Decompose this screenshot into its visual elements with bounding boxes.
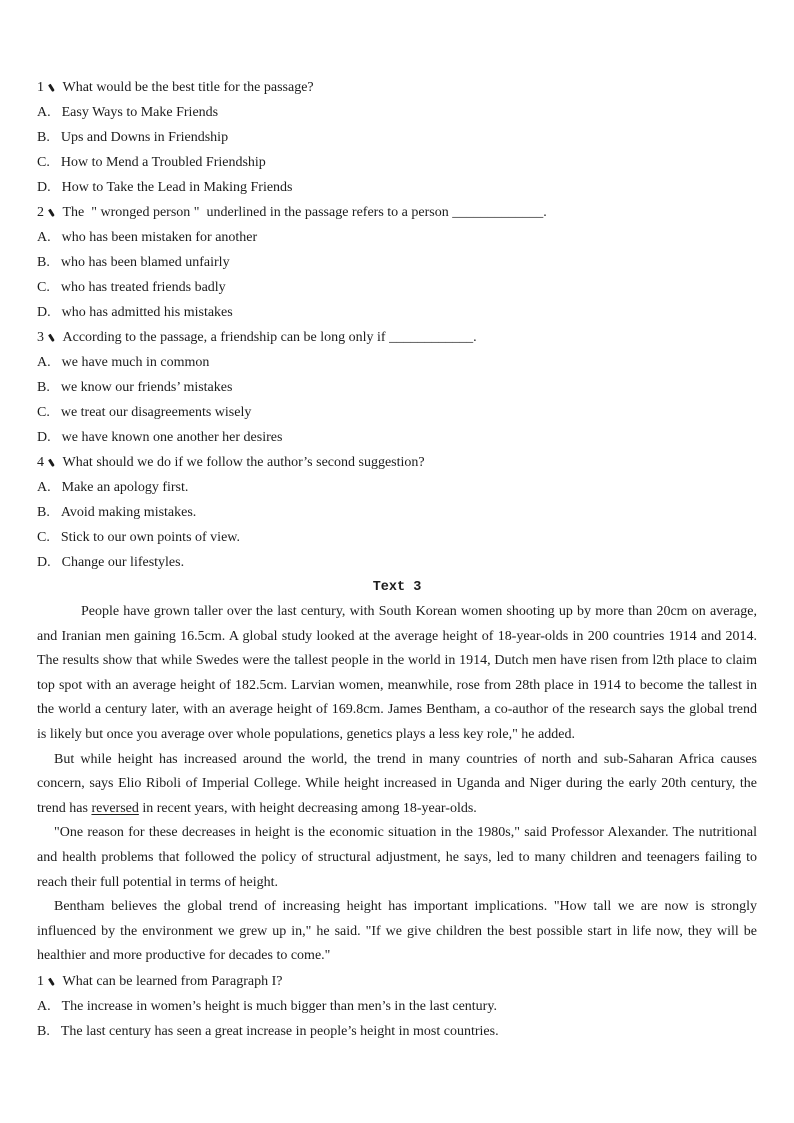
option-letter: B.: [37, 1023, 50, 1039]
option-letter: B.: [37, 130, 50, 145]
option-line: [37, 250, 757, 275]
question-number: 1: [37, 80, 44, 95]
option-text: who has been mistaken for another: [61, 230, 258, 245]
option-line: [37, 475, 757, 500]
ideographic-comma-icon: [48, 978, 54, 986]
question-block-4: [37, 450, 757, 575]
option-line: [37, 100, 757, 125]
option-line: [37, 300, 757, 325]
option-letter: A.: [37, 998, 51, 1014]
option-line: [37, 350, 757, 375]
option-letter: D.: [37, 555, 51, 570]
underlined-word: reversed: [91, 800, 139, 816]
option-line: [37, 525, 757, 550]
question-line: [37, 75, 757, 100]
question-number: 2: [37, 205, 44, 220]
option-letter: C.: [37, 155, 50, 170]
option-letter: A.: [37, 480, 51, 495]
option-line: [37, 275, 757, 300]
question-block-5: [37, 969, 757, 1044]
option-text: Easy Ways to Make Friends: [61, 105, 219, 120]
paragraph-2-text-after: in recent years, with height decreasing among 18-year-olds.: [138, 800, 477, 816]
question-line: [37, 969, 757, 994]
option-text: who has been blamed unfairly: [60, 255, 230, 270]
option-letter: A.: [37, 230, 51, 245]
option-letter: D.: [37, 305, 51, 320]
question-block-1: [37, 75, 757, 200]
option-line: [37, 550, 757, 575]
option-text: How to Take the Lead in Making Friends: [61, 180, 293, 195]
option-letter: C.: [37, 405, 50, 420]
option-line: [37, 375, 757, 400]
option-letter: A.: [37, 105, 51, 120]
question-text: What can be learned from Paragraph I?: [62, 973, 283, 989]
ideographic-comma-icon: [48, 84, 54, 92]
option-letter: C.: [37, 530, 50, 545]
passage-paragraph-1: People have grown taller over the last century, with South Korean women shooting up by more than 20cm on average, and Iranian men gaining 16.5cm. A global study looked at the average height of 18-year-olds in 200 countries 1914 and 2014. The results show that while Swedes were the tallest people in the world in 1914, Dutch men have risen from l2th place to claim top spot with an average height of 182.5cm. Larvian women, meanwhile, rose from 28th place in 1914 to become the tallest in the world a century later, with an average height of 169.8cm. James Bentham, a co-author of the research says the global trend is likely but once you average over whole populations, genetics plays a less key role," he added.: [37, 604, 757, 742]
option-letter: D.: [37, 430, 51, 445]
question-text: According to the passage, a friendship can be long only if ____________.: [62, 330, 477, 345]
option-line: [37, 425, 757, 450]
option-text: who has treated friends badly: [60, 280, 226, 295]
question-line: [37, 325, 757, 350]
option-text: The last century has seen a great increase in people’s height in most countries.: [60, 1023, 499, 1039]
option-text: The increase in women’s height is much bigger than men’s in the last century.: [61, 998, 497, 1014]
option-letter: C.: [37, 280, 50, 295]
paragraph-2-text-before: But while height has increased around the world, the trend in many countries of north and sub-Saharan Africa causes concern, says Elio Riboli of Imperial College. While height increased in Uganda and Niger during the early 20th century, the trend has: [37, 751, 757, 816]
option-text: we know our friends’ mistakes: [60, 380, 233, 395]
option-text: Make an apology first.: [61, 480, 189, 495]
question-block-3: [37, 325, 757, 450]
question-number: 3: [37, 330, 44, 345]
option-letter: D.: [37, 180, 51, 195]
passage-paragraph-4: Bentham believes the global trend of increasing height has important implications. "How tall we are now is strongly influenced by the environment we grew up in," he said. "If we give children the best possible start in life now, they will be healthier and more productive for decades to come.": [37, 899, 757, 964]
question-block-2: [37, 200, 757, 325]
option-text: Stick to our own points of view.: [60, 530, 240, 545]
reading-passage: [37, 575, 757, 969]
option-letter: B.: [37, 505, 50, 520]
question-text: The " wronged person " underlined in the passage refers to a person _____________.: [62, 205, 547, 220]
question-number: 4: [37, 455, 44, 470]
option-line: [37, 500, 757, 525]
option-text: we have known one another her desires: [61, 430, 283, 445]
option-line: [37, 150, 757, 175]
option-letter: B.: [37, 255, 50, 270]
question-line: [37, 450, 757, 475]
option-line: [37, 1019, 757, 1044]
passage-title: Text 3: [372, 580, 422, 595]
passage-paragraph-3: "One reason for these decreases in height is the economic situation in the 1980s," said Professor Alexander. The nutritional and health problems that followed the policy of structural adjustment, he says, led to many children and teenagers failing to reach their full potential in terms of height.: [37, 825, 757, 890]
ideographic-comma-icon: [48, 209, 54, 217]
option-text: Avoid making mistakes.: [60, 505, 197, 520]
option-text: Ups and Downs in Friendship: [60, 130, 229, 145]
option-line: [37, 400, 757, 425]
option-text: we treat our disagreements wisely: [60, 405, 252, 420]
question-text: What should we do if we follow the author’s second suggestion?: [62, 455, 425, 470]
question-text: What would be the best title for the passage?: [62, 80, 314, 95]
option-text: Change our lifestyles.: [61, 555, 185, 570]
option-line: [37, 125, 757, 150]
option-letter: A.: [37, 355, 51, 370]
option-line: [37, 994, 757, 1019]
option-text: who has admitted his mistakes: [61, 305, 233, 320]
option-letter: B.: [37, 380, 50, 395]
passage-paragraph-2: [37, 748, 757, 822]
option-text: we have much in common: [61, 355, 210, 370]
ideographic-comma-icon: [48, 459, 54, 467]
option-text: How to Mend a Troubled Friendship: [60, 155, 266, 170]
question-number: 1: [37, 973, 44, 989]
question-line: [37, 200, 757, 225]
option-line: [37, 225, 757, 250]
option-line: [37, 175, 757, 200]
ideographic-comma-icon: [48, 334, 54, 342]
